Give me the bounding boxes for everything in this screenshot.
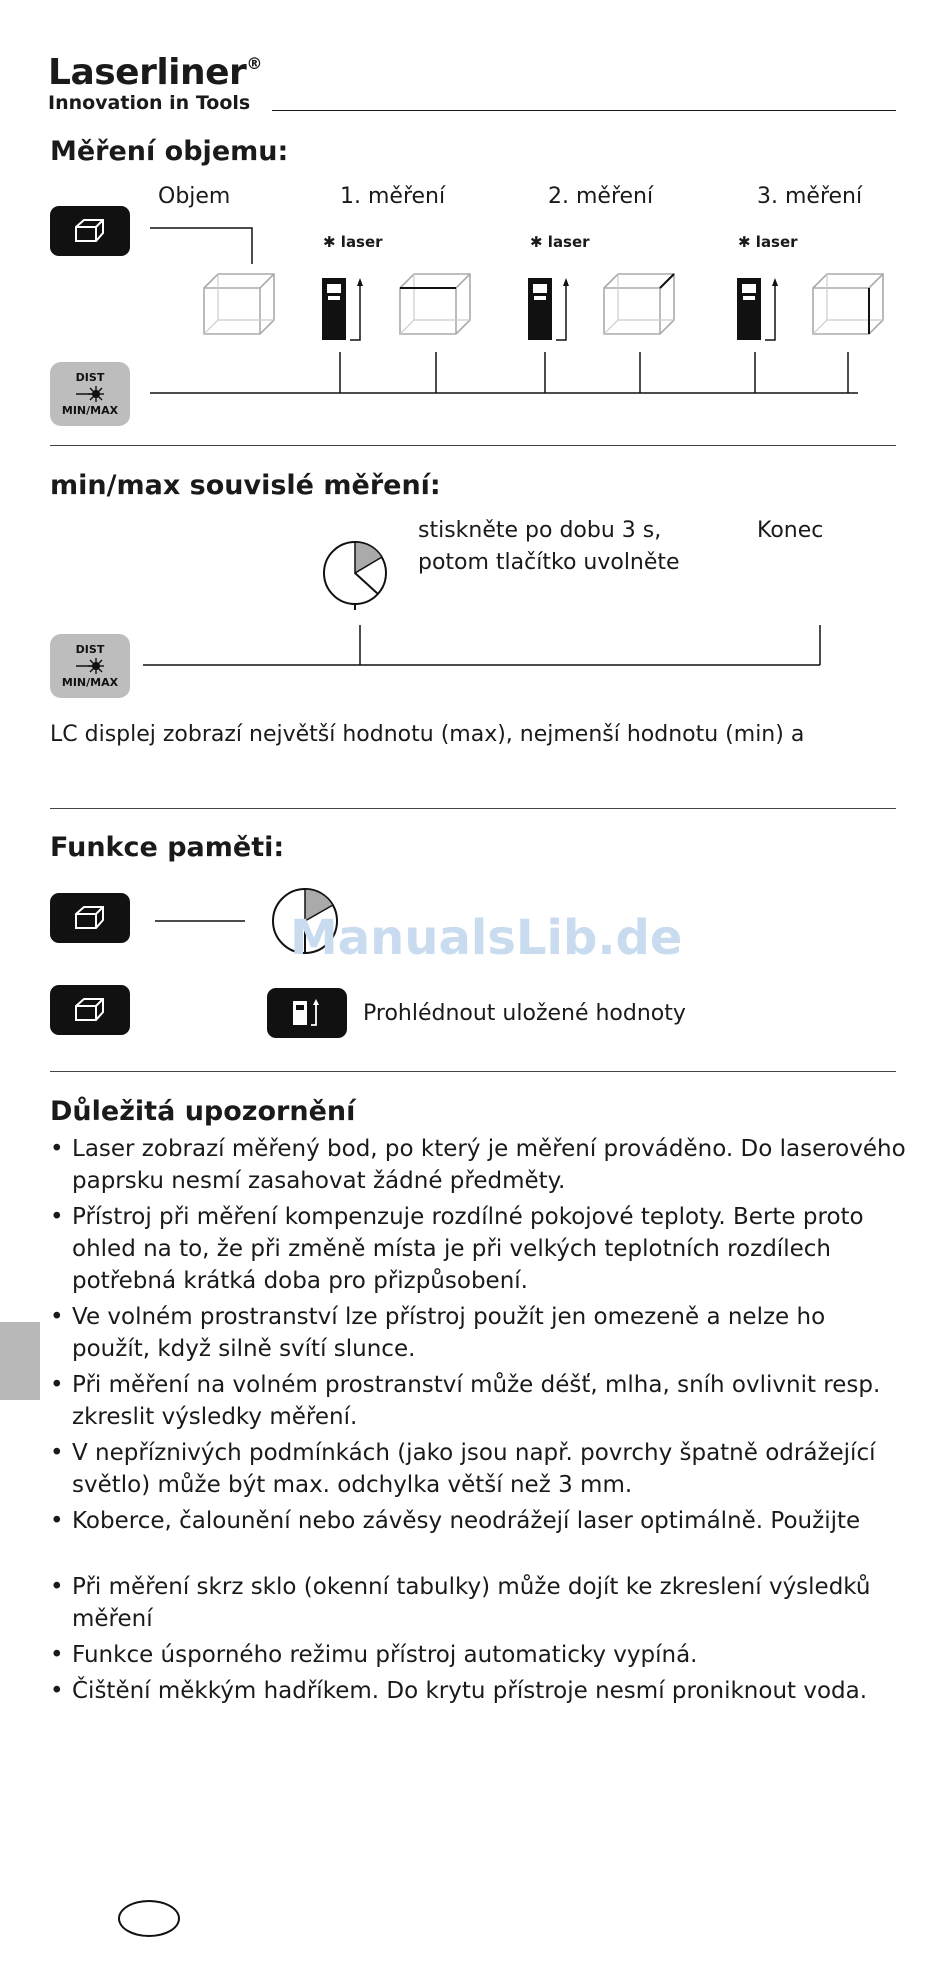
col-label-volume: Objem [158, 184, 231, 209]
volume-title: Měření objemu: [50, 136, 289, 167]
device-icon-3 [737, 278, 778, 340]
device-scroll-icon [289, 997, 325, 1029]
side-tab [0, 1322, 40, 1400]
section-divider-1 [50, 445, 896, 446]
important-list [50, 1133, 910, 1707]
laser-label-1: ✱ laser [323, 233, 383, 251]
bullet-icon: • [50, 1440, 64, 1466]
minmax-label: MIN/MAX [61, 404, 119, 417]
registered-mark: ® [246, 54, 262, 73]
laser-label-3: ✱ laser [738, 233, 798, 251]
section-divider-2 [50, 808, 896, 809]
bullet-icon: • [50, 1642, 64, 1668]
bullet-icon: • [50, 1304, 64, 1330]
list-item: • Při měření skrz sklo (okenní tabulky) může dojít ke zkreslení výsledků měření [50, 1571, 910, 1635]
press-instruction-line2: potom tlačítko uvolněte [418, 550, 680, 575]
dist-minmax-button[interactable] [50, 362, 130, 426]
col-label-measure-1: 1. měření [340, 184, 446, 209]
brand-tagline: Innovation in Tools [48, 92, 251, 114]
dist-label: DIST [75, 643, 105, 656]
bullet-icon: • [50, 1574, 64, 1600]
memory-recall-volume-button[interactable] [50, 985, 130, 1035]
important-title: Důležitá upozornění [50, 1096, 356, 1127]
list-item: • V nepříznivých podmínkách (jako jsou např. povrchy špatně odrážející světlo) může být max. odchylka větší než 3 mm. [50, 1437, 910, 1501]
device-icon-2 [528, 278, 569, 340]
bullet-icon: • [50, 1508, 64, 1534]
view-stored-label: Prohlédnout uložené hodnoty [363, 1001, 686, 1026]
memory-title: Funkce paměti: [50, 832, 285, 863]
timer-icon [324, 542, 386, 610]
list-item: • Laser zobrazí měřený bod, po který je měření prováděno. Do laserového paprsku nesmí zasahovat žádné předměty. [50, 1133, 910, 1197]
watermark: ManualsLib.de [290, 910, 683, 966]
cube-icon-volume [204, 274, 274, 334]
bullet-icon: • [50, 1372, 64, 1398]
cube-icon-measure-2 [604, 274, 674, 334]
col-label-measure-2: 2. měření [548, 184, 654, 209]
col-label-measure-3: 3. měření [757, 184, 863, 209]
bullet-icon: • [50, 1204, 64, 1230]
cube-icon-measure-1 [400, 274, 470, 334]
language-badge [118, 1900, 180, 1937]
cube-icon-measure-3 [813, 274, 883, 334]
list-item: • Přístroj při měření kompenzuje rozdílné pokojové teploty. Berte proto ohled na to, že při změně místa je při velkých teplotních rozdílech potřebná krátká doba pro přizpůsobení. [50, 1201, 910, 1297]
dist-minmax-button-2[interactable] [50, 634, 130, 698]
volume-cube-icon [72, 994, 108, 1026]
header-rule [272, 110, 896, 111]
list-item: • Ve volném prostranství lze přístroj použít jen omezeně a nelze ho použít, když silně svítí slunce. [50, 1301, 910, 1365]
dist-label: DIST [75, 371, 105, 384]
minmax-label: MIN/MAX [61, 676, 119, 689]
brand-name: Laserliner [48, 52, 247, 93]
laser-burst-icon [74, 385, 106, 403]
section-divider-3 [50, 1071, 896, 1072]
minmax-note: LC displej zobrazí největší hodnotu (max), nejmenší hodnotu (min) a [50, 722, 805, 747]
bullet-icon: • [50, 1678, 64, 1704]
laser-label-2: ✱ laser [530, 233, 590, 251]
list-item: • Čištění měkkým hadříkem. Do krytu přístroje nesmí proniknout voda. [50, 1675, 910, 1707]
view-stored-button[interactable] [267, 988, 347, 1038]
list-item: • Funkce úsporného režimu přístroj automaticky vypíná. [50, 1639, 910, 1671]
brand-logo [48, 52, 262, 93]
minmax-title: min/max souvislé měření: [50, 470, 441, 501]
minmax-sequence-diagram [0, 530, 950, 680]
laser-burst-icon [74, 657, 106, 675]
list-item: • Koberce, čalounění nebo závěsy neodrážejí laser optimálně. Použijte [50, 1505, 910, 1537]
list-item: • Při měření na volném prostranství může déšť, mlha, sníh ovlivnit resp. zkreslit výsledky měření. [50, 1369, 910, 1433]
end-label: Konec [757, 518, 824, 543]
press-instruction-line1: stiskněte po dobu 3 s, [418, 518, 662, 543]
device-icon-1 [322, 278, 363, 340]
bullet-icon: • [50, 1136, 64, 1162]
volume-sequence-diagram [0, 220, 950, 420]
